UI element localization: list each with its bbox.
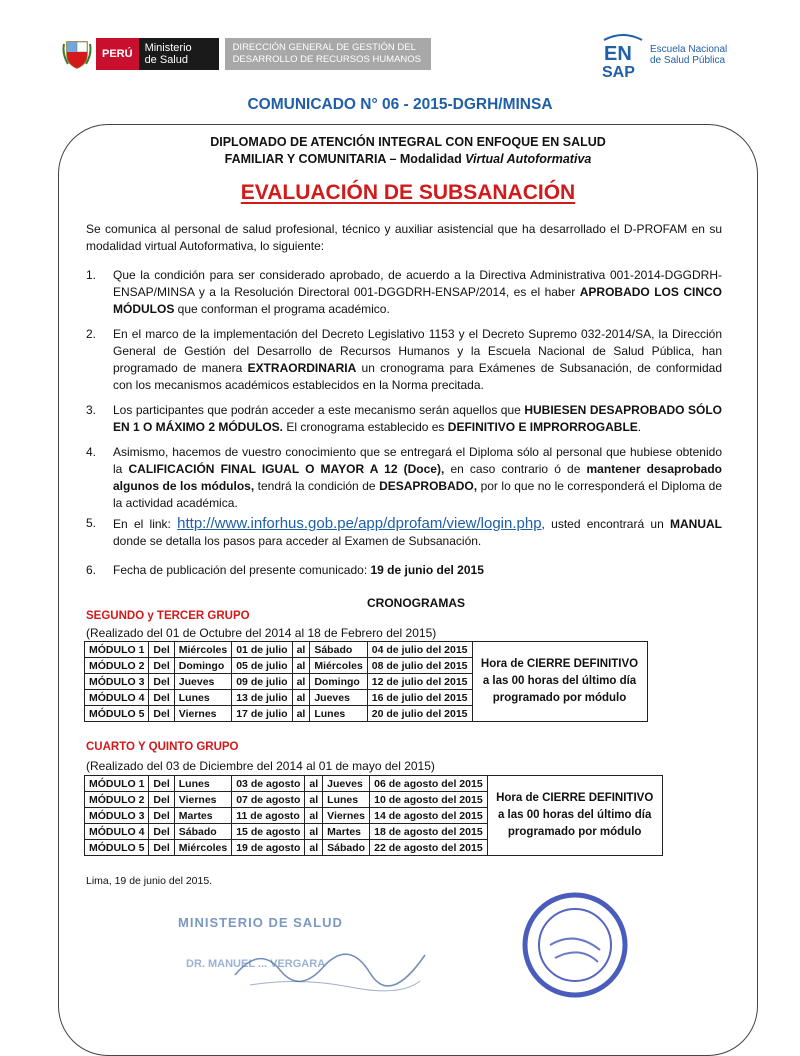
table-cell: 01 de julio <box>232 642 292 658</box>
diplomado-title <box>80 134 736 168</box>
item-number: 3. <box>86 403 97 417</box>
schedule-table-group2 <box>84 775 663 856</box>
list-item-4 <box>86 444 722 512</box>
item-number: 6. <box>86 563 97 577</box>
table-cell: Sábado <box>310 642 367 658</box>
item-text-part: . <box>637 420 642 434</box>
subtitle-line2-text: FAMILIAR Y COMUNITARIA – Modalidad <box>224 152 466 166</box>
item-number: 5. <box>86 516 97 530</box>
list-item-1 <box>86 267 722 318</box>
item-text <box>113 326 722 394</box>
dgg-line1: DIRECCIÓN GENERAL DE GESTIÓN DEL <box>232 42 416 53</box>
cierre-note: Hora de CIERRE DEFINITIVO a las 00 horas del último día programado por módulo <box>487 776 662 856</box>
table-cell: Jueves <box>310 690 367 706</box>
table-cell: 03 de agosto <box>232 776 305 792</box>
table-cell: 22 de agosto del 2015 <box>370 840 488 856</box>
ministry-stamp: MINISTERIO DE SALUD <box>178 915 343 930</box>
item-text <box>113 562 722 579</box>
table-cell: Martes <box>323 824 370 840</box>
subtitle-line2 <box>80 151 736 168</box>
table-cell: Del <box>149 674 174 690</box>
item-text-part: Asimismo, hacemos de vuestro conocimiento que se entregará el Diploma sólo al personal que hubiese obtenido la <box>113 445 722 476</box>
item-text-part: un cronograma para Exámenes de Subsanación, de conformidad con los mecanismos académicos establecidos en la Norma precitada. <box>113 361 722 392</box>
table-cell: 09 de julio <box>232 674 292 690</box>
table-cell: Domingo <box>310 674 367 690</box>
item-text-part: tendrá la condición de <box>254 479 380 493</box>
page-title: EVALUACIÓN DE SUBSANACIÓN <box>240 181 576 204</box>
item-text <box>113 515 722 550</box>
place-date: Lima, 19 de junio del 2015. <box>86 875 213 887</box>
item-text-part: Los participantes que podrán acceder a este mecanismo serán aquellos que <box>113 403 525 417</box>
table-cell: MÓDULO 3 <box>85 808 149 824</box>
peru-label: PERÚ <box>96 38 139 70</box>
table-cell: al <box>292 674 310 690</box>
item-text-part: por lo que no le corresponderá el Diploma de la actividad académica. <box>113 479 722 510</box>
item-text <box>113 444 722 512</box>
table-cell: al <box>305 840 323 856</box>
item-bold: DESAPROBADO, <box>379 479 478 493</box>
table-cell: al <box>292 706 310 722</box>
item-number: 4. <box>86 445 97 459</box>
content-frame <box>58 124 758 1056</box>
table-cell: 15 de agosto <box>232 824 305 840</box>
list-item-3 <box>86 402 722 436</box>
ensap-line2: de Salud Pública <box>650 55 726 66</box>
round-seal-icon <box>520 890 630 1000</box>
table-cell: 04 de julio del 2015 <box>367 642 472 658</box>
item-text <box>113 402 722 436</box>
table-cell: Domingo <box>174 658 231 674</box>
signer-name: DR. MANUEL ... VERGARA <box>186 958 326 970</box>
table-cell: Del <box>149 808 174 824</box>
table-cell: Del <box>149 658 174 674</box>
table-cell: 08 de julio del 2015 <box>367 658 472 674</box>
table-cell: 05 de julio <box>232 658 292 674</box>
list-item-5 <box>86 515 722 550</box>
cronogramas-heading: CRONOGRAMAS <box>367 596 465 610</box>
item-text-part: , usted encontrará un <box>541 517 671 531</box>
item-bold: HUBIESEN DESAPROBADO SÓLO EN 1 O MÁXIMO 2 MÓDULOS. <box>113 403 722 434</box>
intro-paragraph: Se comunica al personal de salud profesional, técnico y auxiliar asistencial que ha desarrollado el D-PROFAM en su modalidad virtual Autoformativa, lo siguiente: <box>86 222 722 253</box>
list-item-2 <box>86 326 722 394</box>
table-cell: 07 de agosto <box>232 792 305 808</box>
table-cell: MÓDULO 3 <box>85 674 149 690</box>
group1-period: (Realizado del 01 de Octubre del 2014 al 18 de Febrero del 2015) <box>86 626 437 640</box>
table-cell: Jueves <box>323 776 370 792</box>
ensap-mark-icon <box>598 30 648 80</box>
table-cell: al <box>305 776 323 792</box>
table-cell: Miércoles <box>174 840 231 856</box>
list-item-6 <box>86 562 722 579</box>
dgg-line2: DESARROLLO DE RECURSOS HUMANOS <box>232 54 422 65</box>
minsa-label <box>139 38 219 70</box>
table-cell: 14 de agosto del 2015 <box>370 808 488 824</box>
dggdrh-label <box>225 38 431 70</box>
table-cell: MÓDULO 4 <box>85 690 149 706</box>
table-cell: 19 de agosto <box>232 840 305 856</box>
table-cell: Lunes <box>174 690 231 706</box>
subtitle-line2-italic: Virtual Autoformativa <box>465 152 592 166</box>
table-cell: Del <box>149 792 174 808</box>
table-cell: Miércoles <box>310 658 367 674</box>
item-bold: MANUAL <box>670 517 723 531</box>
item-text-part: Que la condición para ser considerado aprobado, de acuerdo a la Directiva Administrativa 001-2014-DGGDRH-ENSAP/MINSA y a la Resolución Directoral 001-DGGDRH-ENSAP/2014, es el haber <box>113 268 722 299</box>
login-link[interactable]: http://www.inforhus.gob.pe/app/dprofam/view/login.php <box>177 515 542 532</box>
table-cell: al <box>292 690 310 706</box>
table-cell: Del <box>149 642 174 658</box>
table-cell: Miércoles <box>174 642 231 658</box>
item-bold: APROBADO LOS CINCO MÓDULOS <box>113 285 722 316</box>
table-cell: Del <box>149 706 174 722</box>
table-cell: Martes <box>174 808 231 824</box>
svg-text:EN: EN <box>604 43 632 65</box>
subtitle-line1: DIPLOMADO DE ATENCIÓN INTEGRAL CON ENFOQUE EN SALUD <box>210 135 606 149</box>
table-cell: 13 de julio <box>232 690 292 706</box>
item-text <box>113 267 722 318</box>
item-bold: CALIFICACIÓN FINAL IGUAL O MAYOR A 12 (Doce), <box>128 462 445 476</box>
table-cell: Del <box>149 690 174 706</box>
table-cell: al <box>305 808 323 824</box>
item-text-part: en caso contrario ó de <box>444 462 587 476</box>
schedule-table-group1 <box>84 641 648 722</box>
table-cell: 16 de julio del 2015 <box>367 690 472 706</box>
table-cell: Sábado <box>174 824 231 840</box>
coat-of-arms-icon <box>62 38 92 70</box>
table-cell: MÓDULO 5 <box>85 840 149 856</box>
item-text-part: El cronograma establecido es <box>283 420 448 434</box>
ensap-logo <box>598 30 727 80</box>
table-cell: Del <box>149 824 174 840</box>
table-cell: Del <box>149 840 174 856</box>
table-cell: al <box>305 824 323 840</box>
table-cell: MÓDULO 2 <box>85 792 149 808</box>
item-bold: mantener desaprobado algunos de los módulos, <box>113 462 722 493</box>
table-cell: MÓDULO 1 <box>85 642 149 658</box>
table-cell: MÓDULO 1 <box>85 776 149 792</box>
ensap-line1: Escuela Nacional <box>650 44 728 55</box>
table-cell: al <box>292 642 310 658</box>
table-cell: 18 de agosto del 2015 <box>370 824 488 840</box>
table-cell: 12 de julio del 2015 <box>367 674 472 690</box>
peru-minsa-logo <box>62 38 431 70</box>
minsa-line2: de Salud <box>144 54 188 66</box>
table-row <box>85 776 663 792</box>
table-cell: 17 de julio <box>232 706 292 722</box>
table-cell: Lunes <box>323 792 370 808</box>
table-cell: 11 de agosto <box>232 808 305 824</box>
table-cell: Lunes <box>310 706 367 722</box>
table-cell: 20 de julio del 2015 <box>367 706 472 722</box>
comunicado-number: COMUNICADO N° 06 - 2015-DGRH/MINSA <box>247 96 553 113</box>
table-cell: Jueves <box>174 674 231 690</box>
table-cell: MÓDULO 5 <box>85 706 149 722</box>
table-cell: Del <box>149 776 174 792</box>
svg-text:SAP: SAP <box>602 64 635 80</box>
item-bold: EXTRAORDINARIA <box>247 361 357 375</box>
table-cell: MÓDULO 2 <box>85 658 149 674</box>
item-text-part: que conforman el programa académico. <box>174 302 390 316</box>
table-cell: Sábado <box>323 840 370 856</box>
item-text-part: Fecha de publicación del presente comunicado: <box>113 563 371 577</box>
minsa-line1: Ministerio <box>144 42 192 54</box>
item-text-part: En el marco de la implementación del Decreto Legislativo 1153 y el Decreto Supremo 032-2014/SA, la Dirección General de Gestión del Desarrollo de Recursos Humanos y la Escuela Nacional de Salud Pública, han programado de manera <box>113 327 722 375</box>
group2-label: CUARTO Y QUINTO GRUPO <box>86 741 239 753</box>
table-cell: Lunes <box>174 776 231 792</box>
item-number: 1. <box>86 268 97 282</box>
table-cell: Viernes <box>174 706 231 722</box>
table-cell: al <box>292 658 310 674</box>
table-cell: al <box>305 792 323 808</box>
item-bold: DEFINITIVO E IMPRORROGABLE <box>447 420 638 434</box>
item-number: 2. <box>86 327 97 341</box>
group2-period: (Realizado del 03 de Diciembre del 2014 al 01 de mayo del 2015) <box>86 759 435 773</box>
table-row <box>85 642 648 658</box>
item-text-part: donde se detalla los pasos para acceder al Examen de Subsanación. <box>113 534 482 548</box>
item-text-part: En el link: <box>113 517 178 531</box>
table-cell: 10 de agosto del 2015 <box>370 792 488 808</box>
cierre-note: Hora de CIERRE DEFINITIVO a las 00 horas del último día programado por módulo <box>472 642 647 722</box>
ensap-name <box>650 44 727 66</box>
table-cell: 06 de agosto del 2015 <box>370 776 488 792</box>
table-cell: Viernes <box>323 808 370 824</box>
table-cell: Viernes <box>174 792 231 808</box>
item-bold: 19 de junio del 2015 <box>370 563 484 577</box>
table-cell: MÓDULO 4 <box>85 824 149 840</box>
group1-label: SEGUNDO y TERCER GRUPO <box>86 610 250 622</box>
